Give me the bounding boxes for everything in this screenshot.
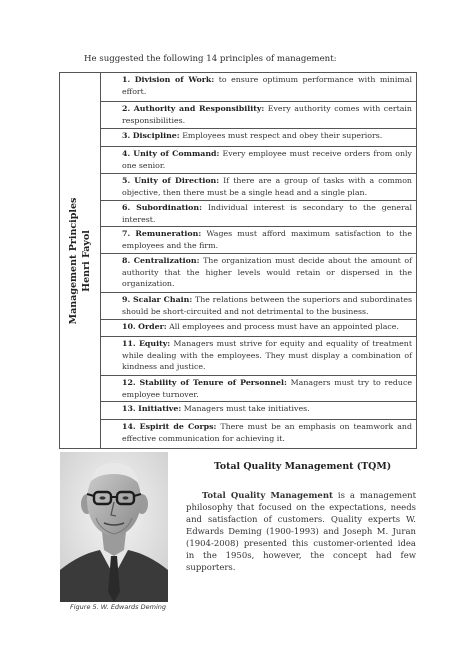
section-heading: Total Quality Management (TQM) [214, 461, 392, 472]
principle-row [101, 293, 417, 320]
principle-title: Authority and Responsibility: [133, 104, 265, 113]
principle-row [101, 320, 417, 337]
tqm-paragraph [186, 490, 416, 574]
principles-table [59, 72, 417, 449]
principle-text: Managers must strive for equity and equality of treatment while dealing with the employees. They must display a combination of kindness and justice. [122, 339, 413, 372]
principle-text: Managers must try to reduce employee turnover. [122, 378, 412, 399]
figure-caption: Figure 5. W. Edwards Deming [70, 603, 166, 611]
principle-title: Espirit de Corps: [139, 422, 217, 432]
principle-number: 9. [122, 295, 131, 305]
side-label-author: Henri Fayol [81, 229, 92, 292]
principle-title: Initiative: [138, 404, 182, 414]
principle-number: 4. [122, 149, 131, 158]
principle-title: Division of Work: [134, 75, 215, 84]
principle-title: Scalar Chain: [132, 295, 193, 305]
principle-number: 3. [122, 131, 131, 140]
principle-title: Discipline: [132, 131, 180, 140]
principle-number: 5. [122, 176, 131, 185]
principle-title: Unity of Command: [133, 149, 220, 158]
principle-text: The organization must decide about the amount of authority that the higher levels would retain or dispersed in the organization. [122, 256, 413, 289]
tqm-lead-term: Total Quality Management [202, 491, 333, 501]
principle-row [101, 337, 417, 376]
principle-title: Order: [138, 322, 167, 332]
intro-text: He suggested the following 14 principles of management: [84, 54, 337, 64]
principle-title: Centralization: [133, 256, 200, 266]
deming-photo [60, 452, 168, 602]
principle-row [101, 420, 417, 449]
principle-row [101, 73, 417, 102]
principle-number: 13. [122, 404, 136, 414]
principle-row [101, 201, 417, 227]
principle-row [101, 129, 417, 147]
principle-text: All employees and process must have an appointed place. [169, 322, 399, 332]
principle-text: to ensure optimum performance with minimal effort. [122, 75, 412, 96]
principle-row [101, 147, 417, 174]
principle-title: Stability of Tenure of Personnel: [139, 378, 287, 388]
table-side-label [60, 73, 101, 449]
principle-text: Every employee must receive orders from only one senior. [122, 149, 412, 170]
principle-text: Employees must respect and obey their superiors. [182, 131, 383, 140]
principle-text: Individual interest is secondary to the general interest. [122, 203, 412, 224]
principle-row [101, 102, 417, 129]
principle-number: 8. [122, 256, 131, 266]
principle-text: Every authority comes with certain responsibilities. [122, 104, 412, 125]
principle-number: 1. [122, 75, 131, 84]
principle-row [101, 376, 417, 402]
principle-text: Wages must afford maximum satisfaction to the employees and the firm. [122, 229, 413, 250]
portrait-image [60, 452, 168, 602]
principle-number: 6. [122, 203, 131, 212]
principle-text: There must be an emphasis on teamwork and effective communication for achieving it. [122, 422, 412, 443]
principle-number: 14. [122, 422, 136, 432]
principle-row [101, 254, 417, 293]
principle-number: 7. [122, 229, 131, 239]
principle-title: Remuneration: [135, 229, 202, 239]
principle-title: Unity of Direction: [134, 176, 220, 185]
principle-row [101, 227, 417, 254]
side-label-title: Management Principles [68, 197, 79, 325]
principle-row [101, 402, 417, 420]
principle-number: 2. [122, 104, 131, 113]
principle-number: 11. [122, 339, 136, 349]
tqm-body-text: is a management philosophy that focused on the expectations, needs and satisfaction of customers. Quality experts W. Edwards Deming (1900-1993) and Joseph M. Juran (1904-2008) presented this customer-oriented idea in the 1950s, however, the concept had few supporters. [186, 491, 416, 573]
principle-text: The relations between the superiors and subordinates should be short-circuited and not detrimental to the business. [122, 295, 413, 316]
principle-title: Equity: [138, 339, 171, 349]
principle-number: 12. [122, 378, 136, 388]
principle-row [101, 174, 417, 201]
principle-text: Managers must take initiatives. [183, 404, 310, 414]
principle-title: Subordination: [136, 203, 202, 212]
principle-number: 10. [122, 322, 136, 332]
principle-text: If there are a group of tasks with a common objective, then there must be a single head and a single plan. [122, 176, 412, 197]
